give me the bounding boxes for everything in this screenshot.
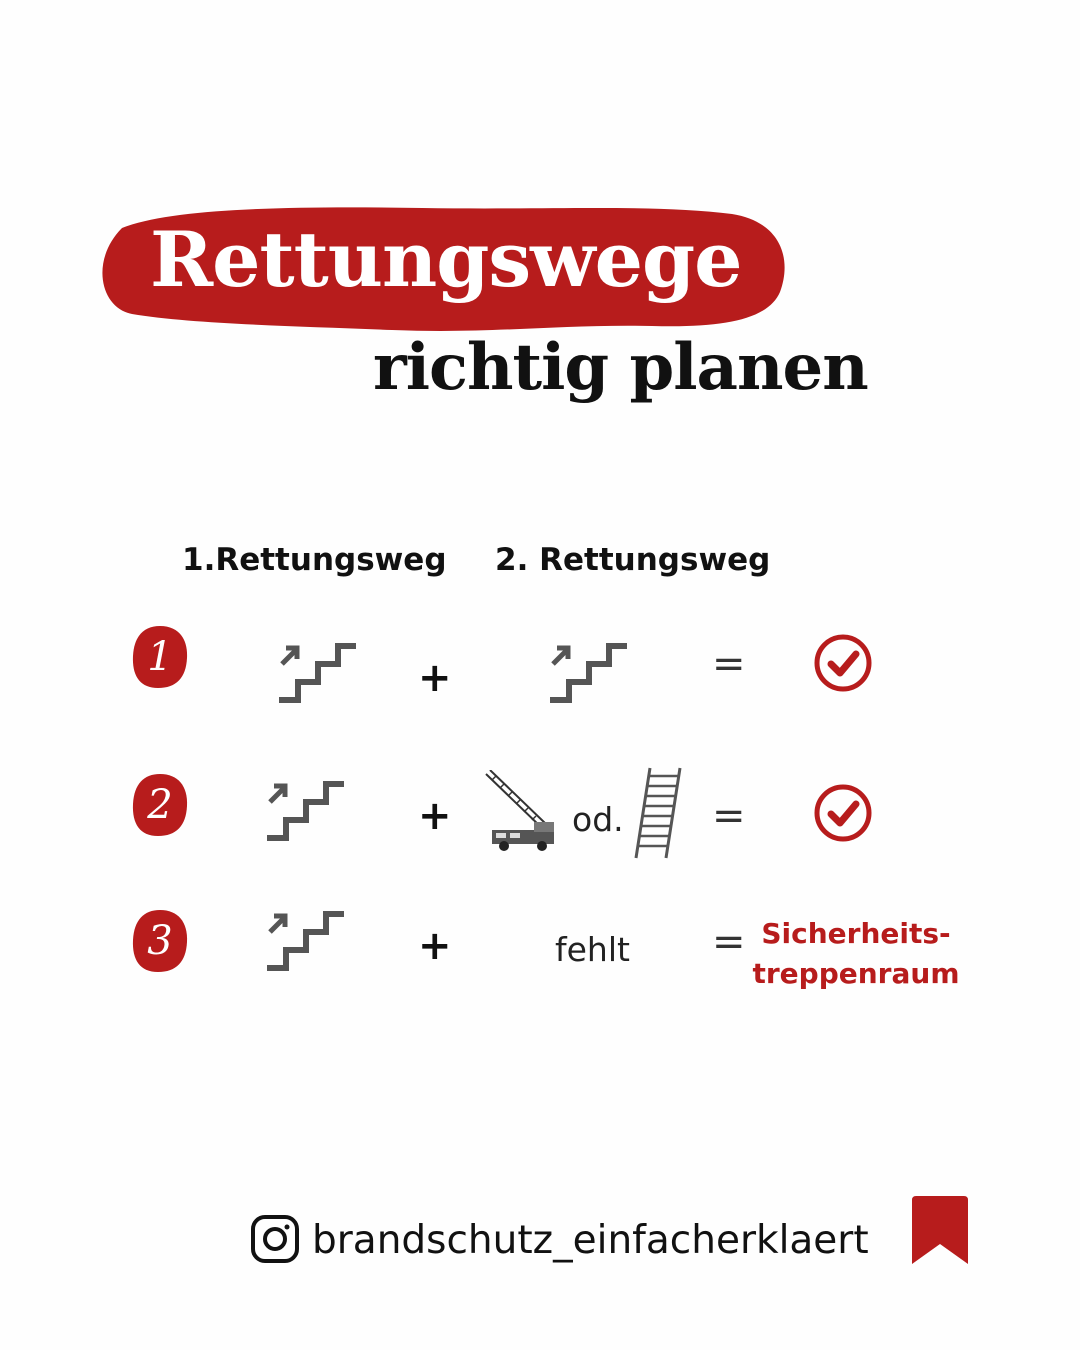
check-circle-icon xyxy=(812,632,874,694)
row-number-badge xyxy=(130,624,190,690)
row-number: 3 xyxy=(147,918,173,964)
row-number: 2 xyxy=(147,782,173,828)
stairs-icon xyxy=(276,640,360,704)
result-line-1: Sicherheits- xyxy=(761,917,951,950)
plus-sign: + xyxy=(418,923,452,969)
fire-truck-ladder-icon xyxy=(484,770,560,852)
column-header-second: 2. Rettungsweg xyxy=(495,542,771,578)
ladder-icon xyxy=(634,766,684,860)
equals-sign: = xyxy=(712,641,746,687)
plus-sign: + xyxy=(418,655,452,701)
or-label: od. xyxy=(572,800,624,839)
page-subtitle: richtig planen xyxy=(373,330,868,405)
missing-label: fehlt xyxy=(555,930,630,969)
instagram-icon xyxy=(250,1214,300,1264)
bookmark-icon[interactable] xyxy=(908,1194,972,1266)
stairs-icon xyxy=(264,908,348,972)
column-header-first: 1.Rettungsweg xyxy=(182,542,447,578)
equals-sign: = xyxy=(712,919,746,965)
check-circle-icon xyxy=(812,782,874,844)
stairs-icon xyxy=(547,640,631,704)
stairs-icon xyxy=(264,778,348,842)
result-label xyxy=(746,914,966,994)
equals-sign: = xyxy=(712,793,746,839)
page-title: Rettungswege xyxy=(150,215,742,304)
row-number-badge xyxy=(130,908,190,974)
result-line-2: treppenraum xyxy=(752,957,960,990)
row-number-badge xyxy=(130,772,190,838)
plus-sign: + xyxy=(418,793,452,839)
instagram-handle[interactable]: brandschutz_einfacherklaert xyxy=(312,1218,869,1263)
row-number: 1 xyxy=(147,634,173,680)
